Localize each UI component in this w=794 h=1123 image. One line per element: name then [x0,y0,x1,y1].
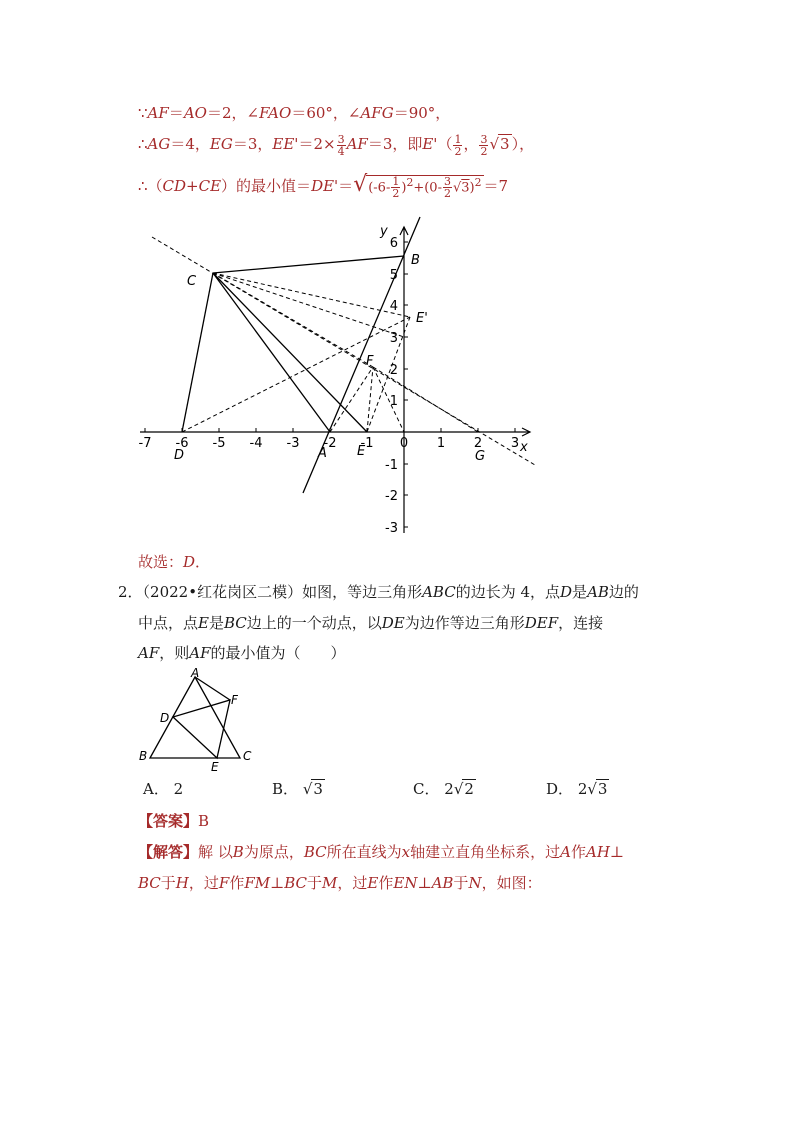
fig-label-C: C [243,749,252,763]
dashed-line-DE2 [182,317,410,432]
y-tick: -1 [385,458,398,473]
segment-CB [213,256,404,273]
question-2-line-1: 2．（2022•红花岗区二模）如图，等边三角形ABC的边长为 4，点D是AB边的 [118,583,639,601]
point-G: G [475,449,486,464]
coordinate-graph [130,215,550,535]
explanation-line-2: BC于H，过F作FM⊥BC于M，过E作EN⊥AB于N，如图： [138,874,542,892]
x-tick: 1 [436,436,446,451]
x-tick: 0 [399,436,409,451]
y-tick: 1 [389,394,398,409]
answer-line: 【答案】B [138,812,210,830]
y-tick: -3 [385,521,398,535]
fig-label-A: A [191,666,200,680]
choice-conclusion: 故选：D． [138,553,211,571]
solution-line-2: ∴AG＝4，EG＝3，EE'＝2× $\frac{3}{4}$ AF＝3，即E'（ $\frac{1}{2}$ ， $\frac{3}{2}$ √3 ）， [138,132,535,158]
x-tick: -6 [175,436,189,451]
question-2-line-2: 中点，点E是BC边上的一个动点，以DE为边作等边三角形DEF，连接 [138,614,604,632]
fig-label-F: F [231,693,238,707]
point-C: C [187,274,197,289]
y-axis-label: y [380,224,388,239]
segment-CE [213,273,367,432]
segment-CA [213,273,330,432]
option-a[interactable]: A． 2 [143,780,184,798]
question-2-line-3: AF，则AF的最小值为（ ） [138,644,346,662]
dashed-line-CG [152,237,535,465]
x-tick: -4 [249,436,263,451]
y-tick: 3 [389,331,398,346]
segment-DC [182,273,213,432]
fig-label-E: E [211,760,219,774]
x-tick: 3 [510,436,520,451]
option-d[interactable]: D． 2√3 [546,780,608,798]
y-tick: 4 [389,299,398,314]
x-tick: -1 [360,436,374,451]
x-axis-label: x [520,440,528,455]
point-B: B [411,253,420,268]
x-tick: -3 [286,436,300,451]
triangle-figure [135,665,255,775]
segment-AF [195,677,230,700]
solution-line-1: ∵AF＝AO＝2，∠FAO＝60°，∠AFG＝90°， [138,104,451,122]
option-c[interactable]: C． 2√2 [413,780,474,798]
fig-label-D: D [160,711,170,725]
x-tick: 2 [473,436,483,451]
point-F: F [366,354,374,369]
explanation-line-1: 【解答】解 以B为原点，BC所在直线为x轴建立直角坐标系，过A作AH⊥ [138,843,625,861]
point-E: E [357,444,366,459]
point-E-prime: E' [416,311,428,326]
x-tick: -5 [212,436,226,451]
y-tick: 6 [389,236,398,251]
x-tick: -2 [323,436,337,451]
option-b[interactable]: B． √3 [272,780,323,798]
point-A: A [318,446,327,461]
solution-line-3: ∴（CD+CE）的最小值＝DE'＝√(-6- $\frac{1}{2}$ )$^2$+(0- $\frac{3}{2}$ √3)$^2$ ＝7 [138,172,509,200]
y-tick: 2 [389,363,398,378]
x-tick: -7 [138,436,152,451]
fig-label-B: B [139,749,148,763]
y-tick: 5 [389,268,398,283]
y-tick: -2 [385,489,398,504]
point-D: D [174,448,185,463]
triangle-DEF [173,700,230,758]
